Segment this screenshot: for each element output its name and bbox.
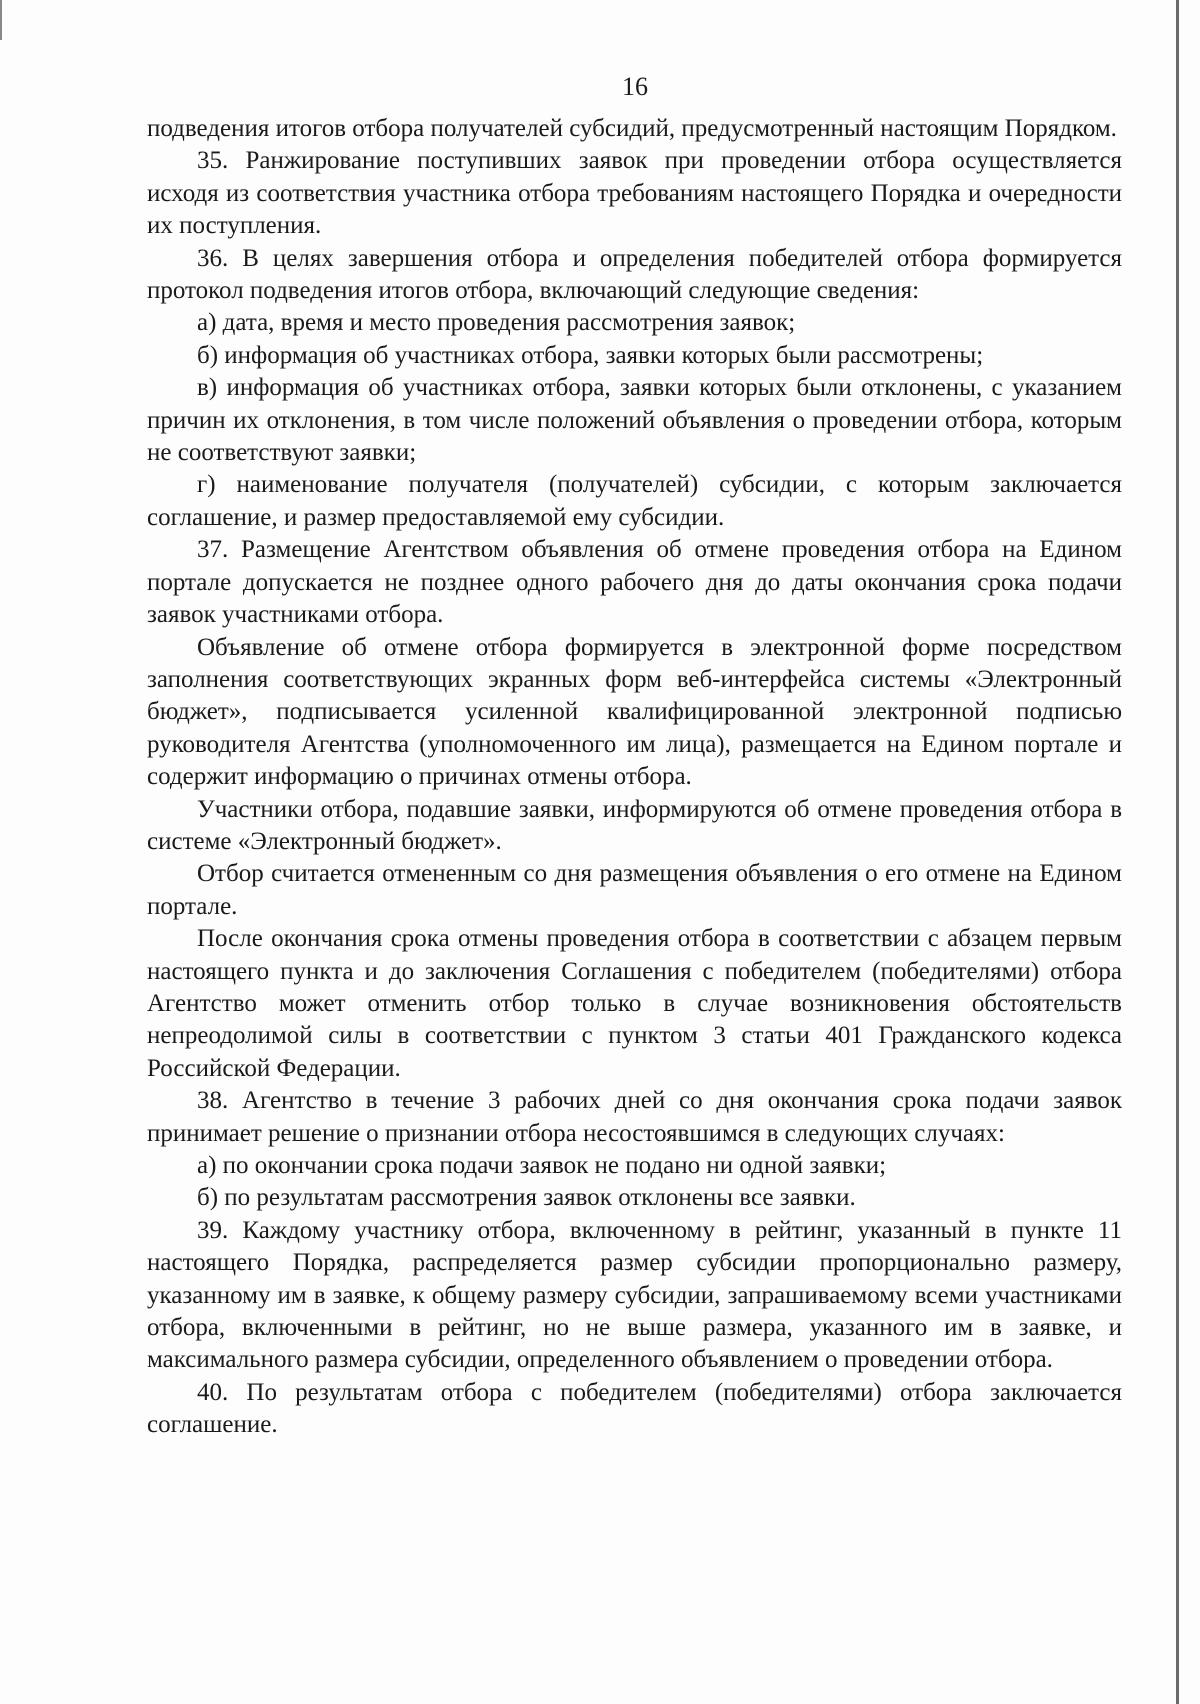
list-item-36-a: а) дата, время и место проведения рассмотрения заявок;: [197, 309, 796, 337]
list-item-36-g: г) наименование получателя (получателей) субсидии, с которым заключается соглашение, и размер предоставляемой ему субсидии.: [147, 471, 1122, 531]
paragraph-39: 39. Каждому участнику отбора, включенному в рейтинг, указанный в пункте 11 настоящего Порядка, распределяется размер субсидии пропорционально размеру, указанному им в заявке, к общему размеру субсидии, запрашиваемому всеми участниками отбора, включенными в рейтинг, но не выше размера, указанного им в заявке, и максимального размера субсидии, определенного объявлением о проведении отбора.: [147, 1216, 1122, 1374]
list-item-38-b: б) по результатам рассмотрения заявок отклонены все заявки.: [197, 1184, 856, 1212]
paragraph-38: 38. Агентство в течение 3 рабочих дней со дня окончания срока подачи заявок принимает решение о признании отбора несостоявшимся в следующих случаях:: [147, 1087, 1122, 1147]
paragraph-40: 40. По результатам отбора с победителем (победителями) отбора заключается соглашение.: [147, 1378, 1122, 1439]
paragraph-continuation: подведения итогов отбора получателей субсидий, предусмотренный настоящим Порядком.: [147, 115, 1117, 142]
page-number: 16: [622, 72, 648, 101]
paragraph-37: 37. Размещение Агентством объявления об отмене проведения отбора на Едином портале допускается не позднее одного рабочего дня до даты окончания срока подачи заявок участниками отбора.: [147, 536, 1122, 629]
paragraph-37-announcement: Объявление об отмене отбора формируется в электронной форме посредством заполнения соответствующих экранных форм веб-интерфейса системы «Электронный бюджет», подписывается усиленной квалифицированной электронной подписью руководителя Агентства (уполномоченного им лица), размещается на Едином портале и содержит информацию о причинах отмены отбора.: [147, 633, 1122, 791]
document-body: [147, 113, 1122, 1442]
paragraph-35: 35. Ранжирование поступивших заявок при проведении отбора осуществляется исходя из соответствия участника отбора требованиям настоящего Порядка и очередности их поступления.: [147, 147, 1122, 240]
list-item-38-a: а) по окончании срока подачи заявок не подано ни одной заявки;: [197, 1152, 887, 1179]
list-item-36-b: б) информация об участниках отбора, заявки которых были рассмотрены;: [197, 341, 984, 369]
list-item-36-v: в) информация об участниках отбора, заявки которых были отклонены, с указанием причин их отклонения, в том числе положений объявления о проведении отбора, которым не соответствуют заявки;: [147, 374, 1122, 467]
paragraph-37-force-majeure: После окончания срока отмены проведения отбора в соответствии с абзацем первым настоящего пункта и до заключения Соглашения с победителем (победителями) отбора Агентство может отменить отбор только в случае возникновения обстоятельств непреодолимой силы в соответствии с пунктом 3 статьи 401 Гражданского кодекса Российской Федерации.: [147, 925, 1122, 1082]
scan-edge-left: [0, 0, 2, 40]
paragraph-36: 36. В целях завершения отбора и определения победителей отбора формируется протокол подведения итогов отбора, включающий следующие сведения:: [147, 244, 1122, 305]
scan-edge-right: [1176, 0, 1179, 1704]
paragraph-37-participants: Участники отбора, подавшие заявки, информируются об отмене проведения отбора в системе «Электронный бюджет».: [147, 795, 1122, 855]
paragraph-37-cancelled: Отбор считается отмененным со дня размещения объявления о его отмене на Едином портале.: [147, 860, 1122, 920]
